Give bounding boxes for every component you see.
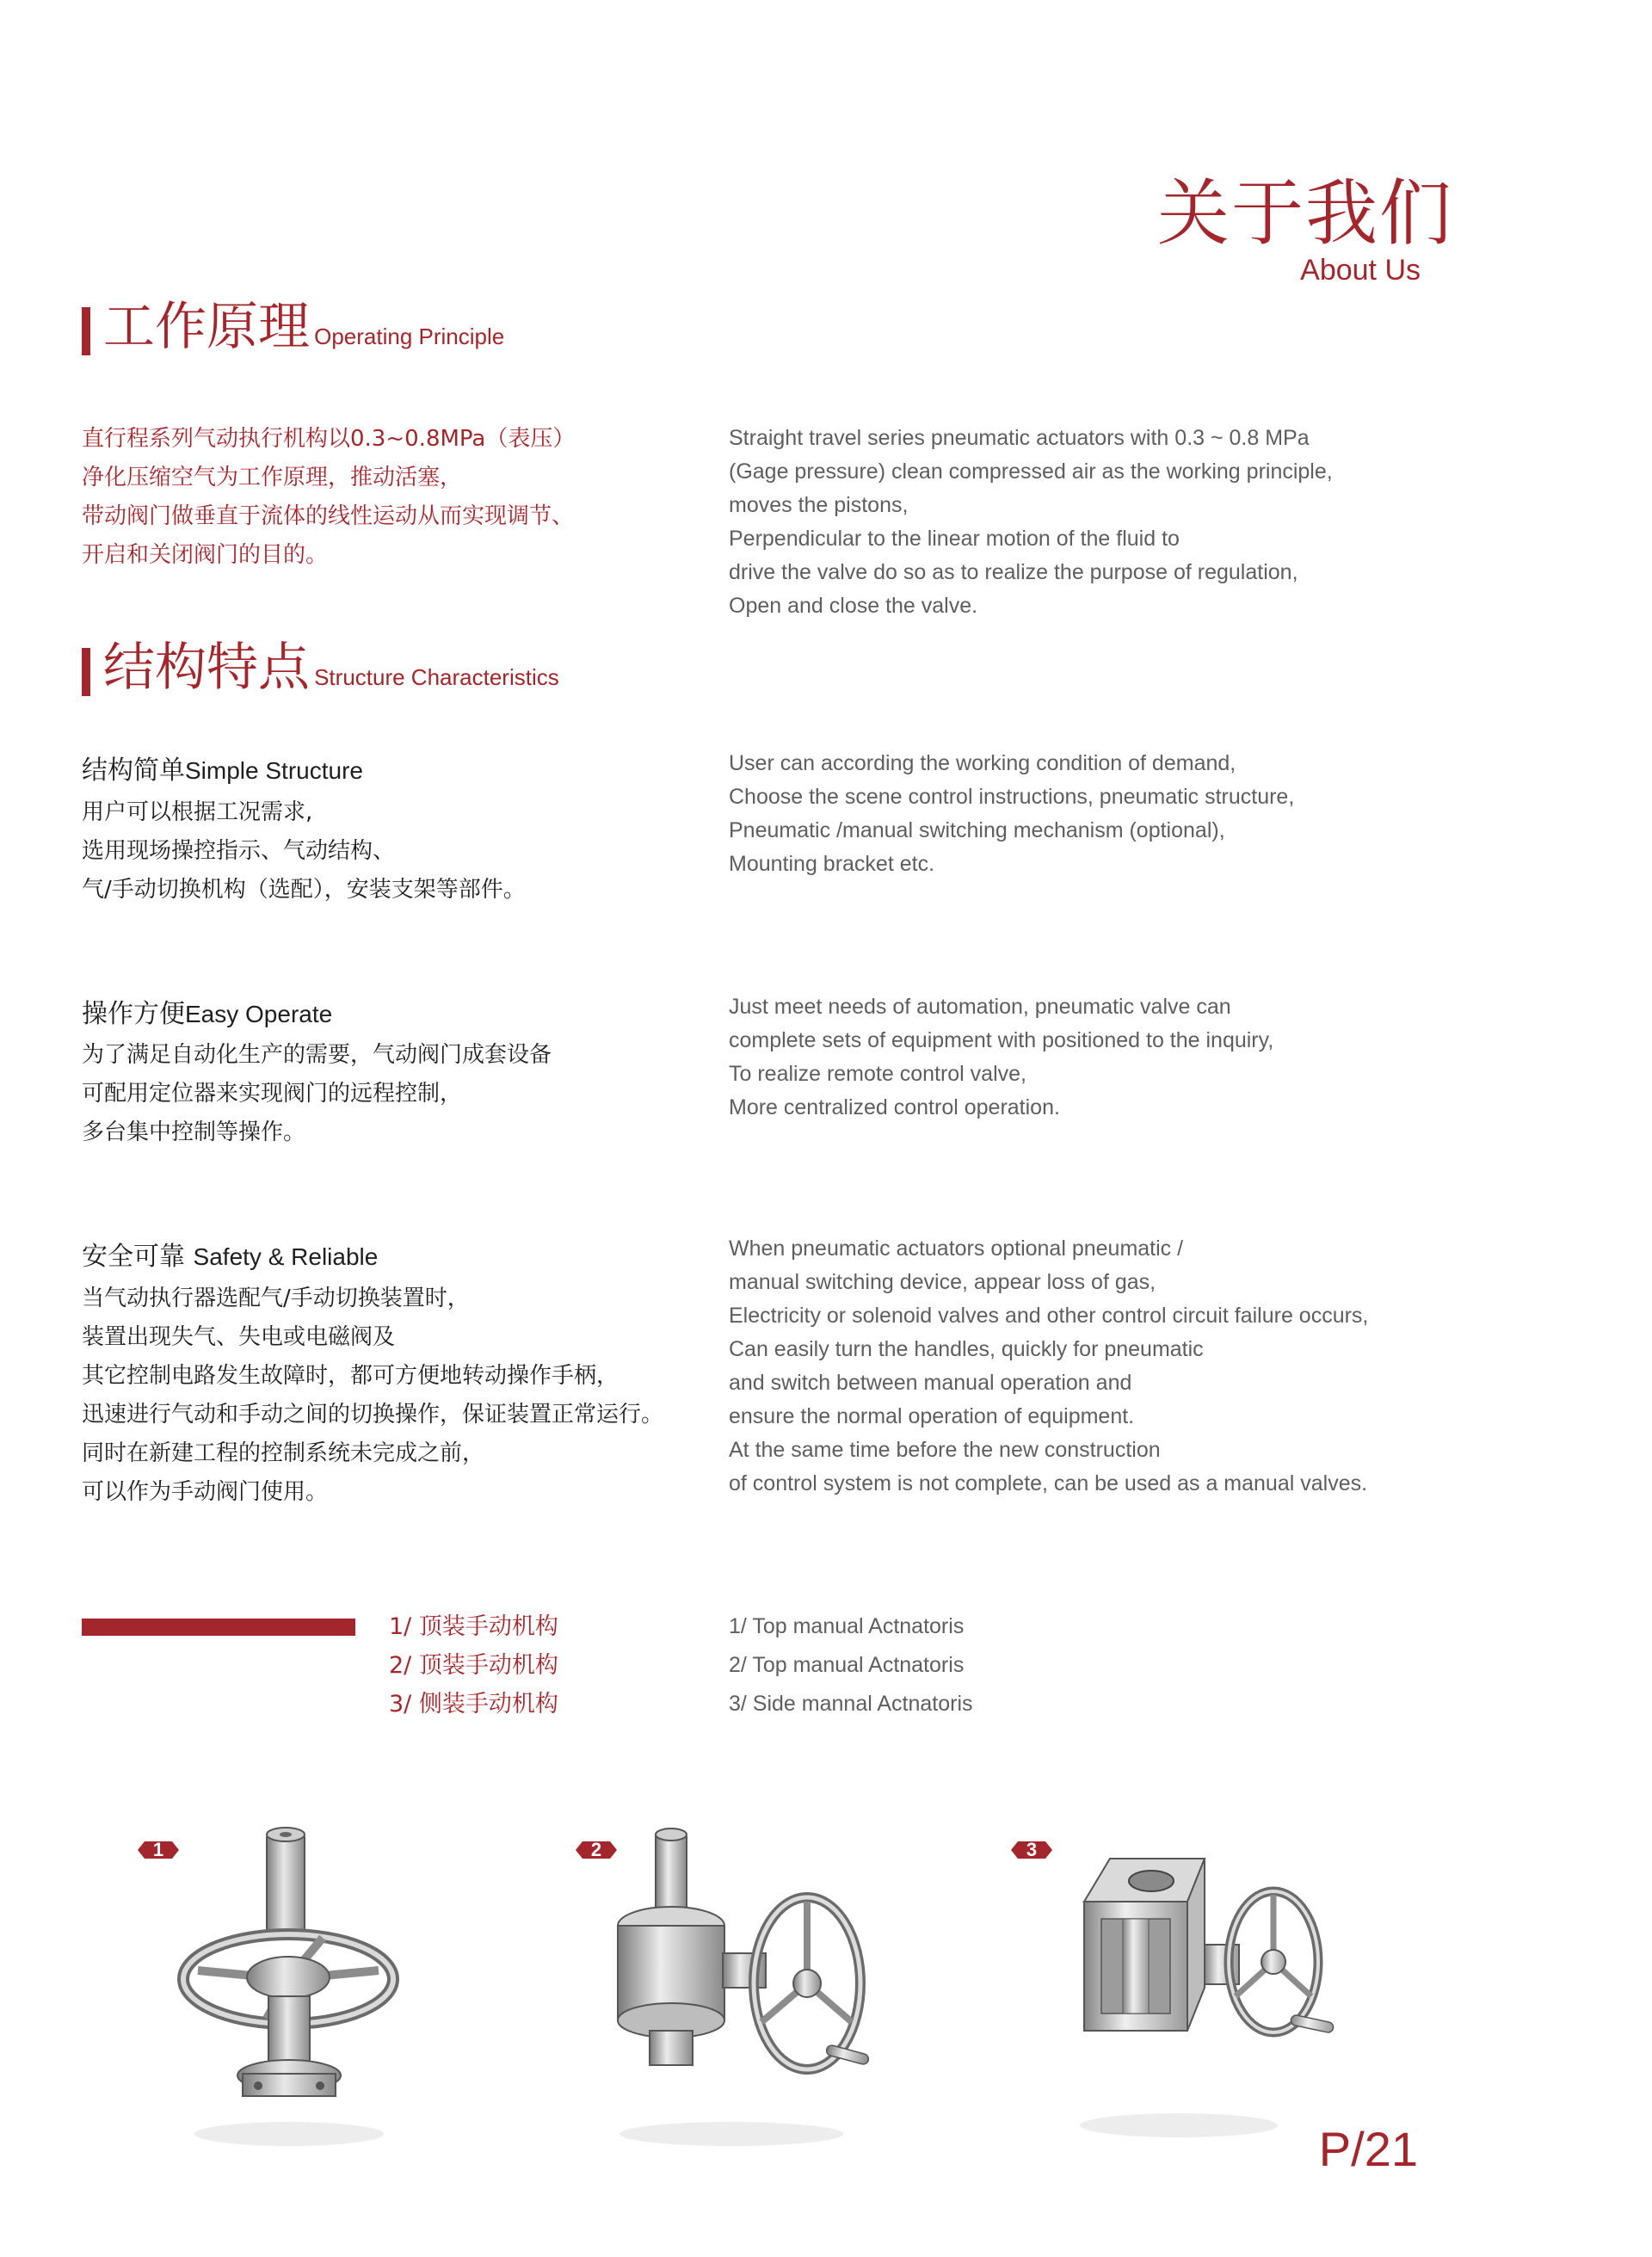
section-title-en: Structure Characteristics — [314, 664, 559, 690]
text-line: 可以作为手动阀门使用。 — [82, 1479, 329, 1505]
mechanism-list-cn — [389, 1607, 558, 1724]
text-line: Mounting bracket etc. — [729, 852, 935, 876]
text-line: More centralized control operation. — [729, 1095, 1060, 1119]
badge-number: 3 — [1026, 1839, 1038, 1860]
text-line: 同时在新建工程的控制系统未完成之前， — [82, 1440, 485, 1466]
operating-en-text — [729, 422, 1333, 623]
text-line: complete sets of equipment with positioned to the inquiry, — [729, 1028, 1274, 1052]
text-line: 气/手动切换机构（选配），安装支架等部件。 — [82, 877, 526, 903]
text-line: 迅速进行气动和手动之间的切换操作，保证装置正常运行。 — [82, 1402, 664, 1428]
feature-cn-text — [82, 793, 526, 910]
feature-title-cn: 安全可靠 — [82, 1242, 185, 1272]
mechanism-list-en — [729, 1607, 973, 1724]
text-line: of control system is not complete, can be used as a manual valves. — [729, 1471, 1368, 1495]
section-title-cn: 工作原理 — [103, 297, 310, 357]
feature-title-cn: 结构简单 — [82, 755, 185, 786]
text-line: Just meet needs of automation, pneumatic valve can — [729, 995, 1231, 1019]
text-line: 多台集中控制等操作。 — [82, 1119, 306, 1145]
mechanism-item: 2/ Top manual Actnatoris — [729, 1653, 965, 1677]
text-line: (Gage pressure) clean compressed air as the working principle, — [729, 459, 1333, 484]
feature-title-simple-structure — [82, 749, 363, 786]
feature-title-easy-operate — [82, 992, 332, 1030]
section-heading-operating — [103, 298, 504, 356]
text-line: moves the pistons, — [729, 493, 909, 517]
mechanism-item: 1/ 顶装手动机构 — [389, 1613, 558, 1640]
badge-number: 2 — [590, 1839, 602, 1860]
page-title-en: About Us — [1300, 254, 1421, 287]
text-line: 其它控制电路发生故障时，都可方便地转动操作手柄， — [82, 1363, 620, 1389]
section-marker-bar — [82, 648, 90, 696]
text-line: drive the valve do so as to realize the purpose of regulation, — [729, 560, 1298, 584]
section-title-en: Operating Principle — [314, 324, 505, 349]
mechanism-item: 2/ 顶装手动机构 — [389, 1652, 558, 1679]
feature-title-cn: 操作方便 — [82, 999, 185, 1029]
text-line: 当气动执行器选配气/手动切换装置时， — [82, 1286, 470, 1311]
text-line: Electricity or solenoid valves and other control circuit failure occurs, — [729, 1304, 1369, 1328]
feature-title-safety-reliable — [82, 1235, 378, 1273]
mechanism-item: 1/ Top manual Actnatoris — [729, 1614, 965, 1638]
text-line: When pneumatic actuators optional pneumatic / — [729, 1236, 1184, 1261]
feature-cn-text — [82, 1280, 663, 1512]
figure-badge-3 — [1009, 1838, 1054, 1862]
feature-cn-text — [82, 1036, 552, 1152]
side-handwheel-actuator-image — [1076, 1850, 1351, 2151]
text-line: 为了满足自动化生产的需要，气动阀门成套设备 — [82, 1042, 552, 1068]
text-line: To realize remote control valve, — [729, 1062, 1026, 1086]
feature-title-en: Simple Structure — [185, 757, 363, 784]
text-line: 净化压缩空气为工作原理，推动活塞， — [82, 465, 463, 490]
text-line: 带动阀门做垂直于流体的线性运动从而实现调节、 — [82, 503, 575, 529]
text-line: User can according the working condition of demand, — [729, 751, 1236, 775]
text-line: 开启和关闭阀门的目的。 — [82, 542, 329, 568]
mechanism-item: 3/ Side mannal Actnatoris — [729, 1692, 973, 1716]
text-line: Open and close the valve. — [729, 594, 978, 618]
text-line: At the same time before the new construction — [729, 1438, 1161, 1462]
feature-title-en: Safety & Reliable — [193, 1243, 379, 1270]
text-line: Straight travel series pneumatic actuators with 0.3 ~ 0.8 MPa — [729, 426, 1310, 450]
top-handwheel-actuator-image — [172, 1824, 413, 2151]
text-line: and switch between manual operation and — [729, 1371, 1132, 1395]
mechanism-item: 3/ 侧装手动机构 — [389, 1691, 558, 1717]
operating-cn-text — [82, 420, 575, 575]
badge-number: 1 — [152, 1839, 164, 1860]
text-line: 装置出现失气、失电或电磁阀及 — [82, 1324, 396, 1350]
text-line: 可配用定位器来实现阀门的远程控制， — [82, 1081, 463, 1107]
text-line: Can easily turn the handles, quickly for pneumatic — [729, 1337, 1204, 1361]
text-line: Choose the scene control instructions, pneumatic structure, — [729, 785, 1295, 809]
text-line: Pneumatic /manual switching mechanism (optional), — [729, 818, 1225, 842]
section-title-cn: 结构特点 — [103, 638, 310, 698]
mechanism-marker-bar — [82, 1619, 355, 1636]
text-line: Perpendicular to the linear motion of the fluid to — [729, 527, 1180, 551]
text-line: manual switching device, appear loss of gas, — [729, 1270, 1156, 1294]
page-number: P/21 — [1318, 2122, 1418, 2176]
page-title-cn: 关于我们 — [1157, 171, 1454, 256]
text-line: 用户可以根据工况需求, — [82, 799, 313, 825]
feature-en-text — [729, 1232, 1368, 1501]
text-line: ensure the normal operation of equipment. — [729, 1404, 1135, 1428]
top-gear-handwheel-actuator-image — [602, 1824, 878, 2151]
text-line: 选用现场操控指示、气动结构、 — [82, 838, 396, 864]
feature-title-en: Easy Operate — [185, 1001, 333, 1027]
feature-en-text — [729, 990, 1273, 1125]
text-line: 直行程系列气动执行机构以0.3~0.8MPa（表压） — [82, 426, 576, 452]
section-marker-bar — [82, 307, 90, 355]
section-heading-structure — [103, 638, 559, 697]
feature-en-text — [729, 747, 1294, 881]
